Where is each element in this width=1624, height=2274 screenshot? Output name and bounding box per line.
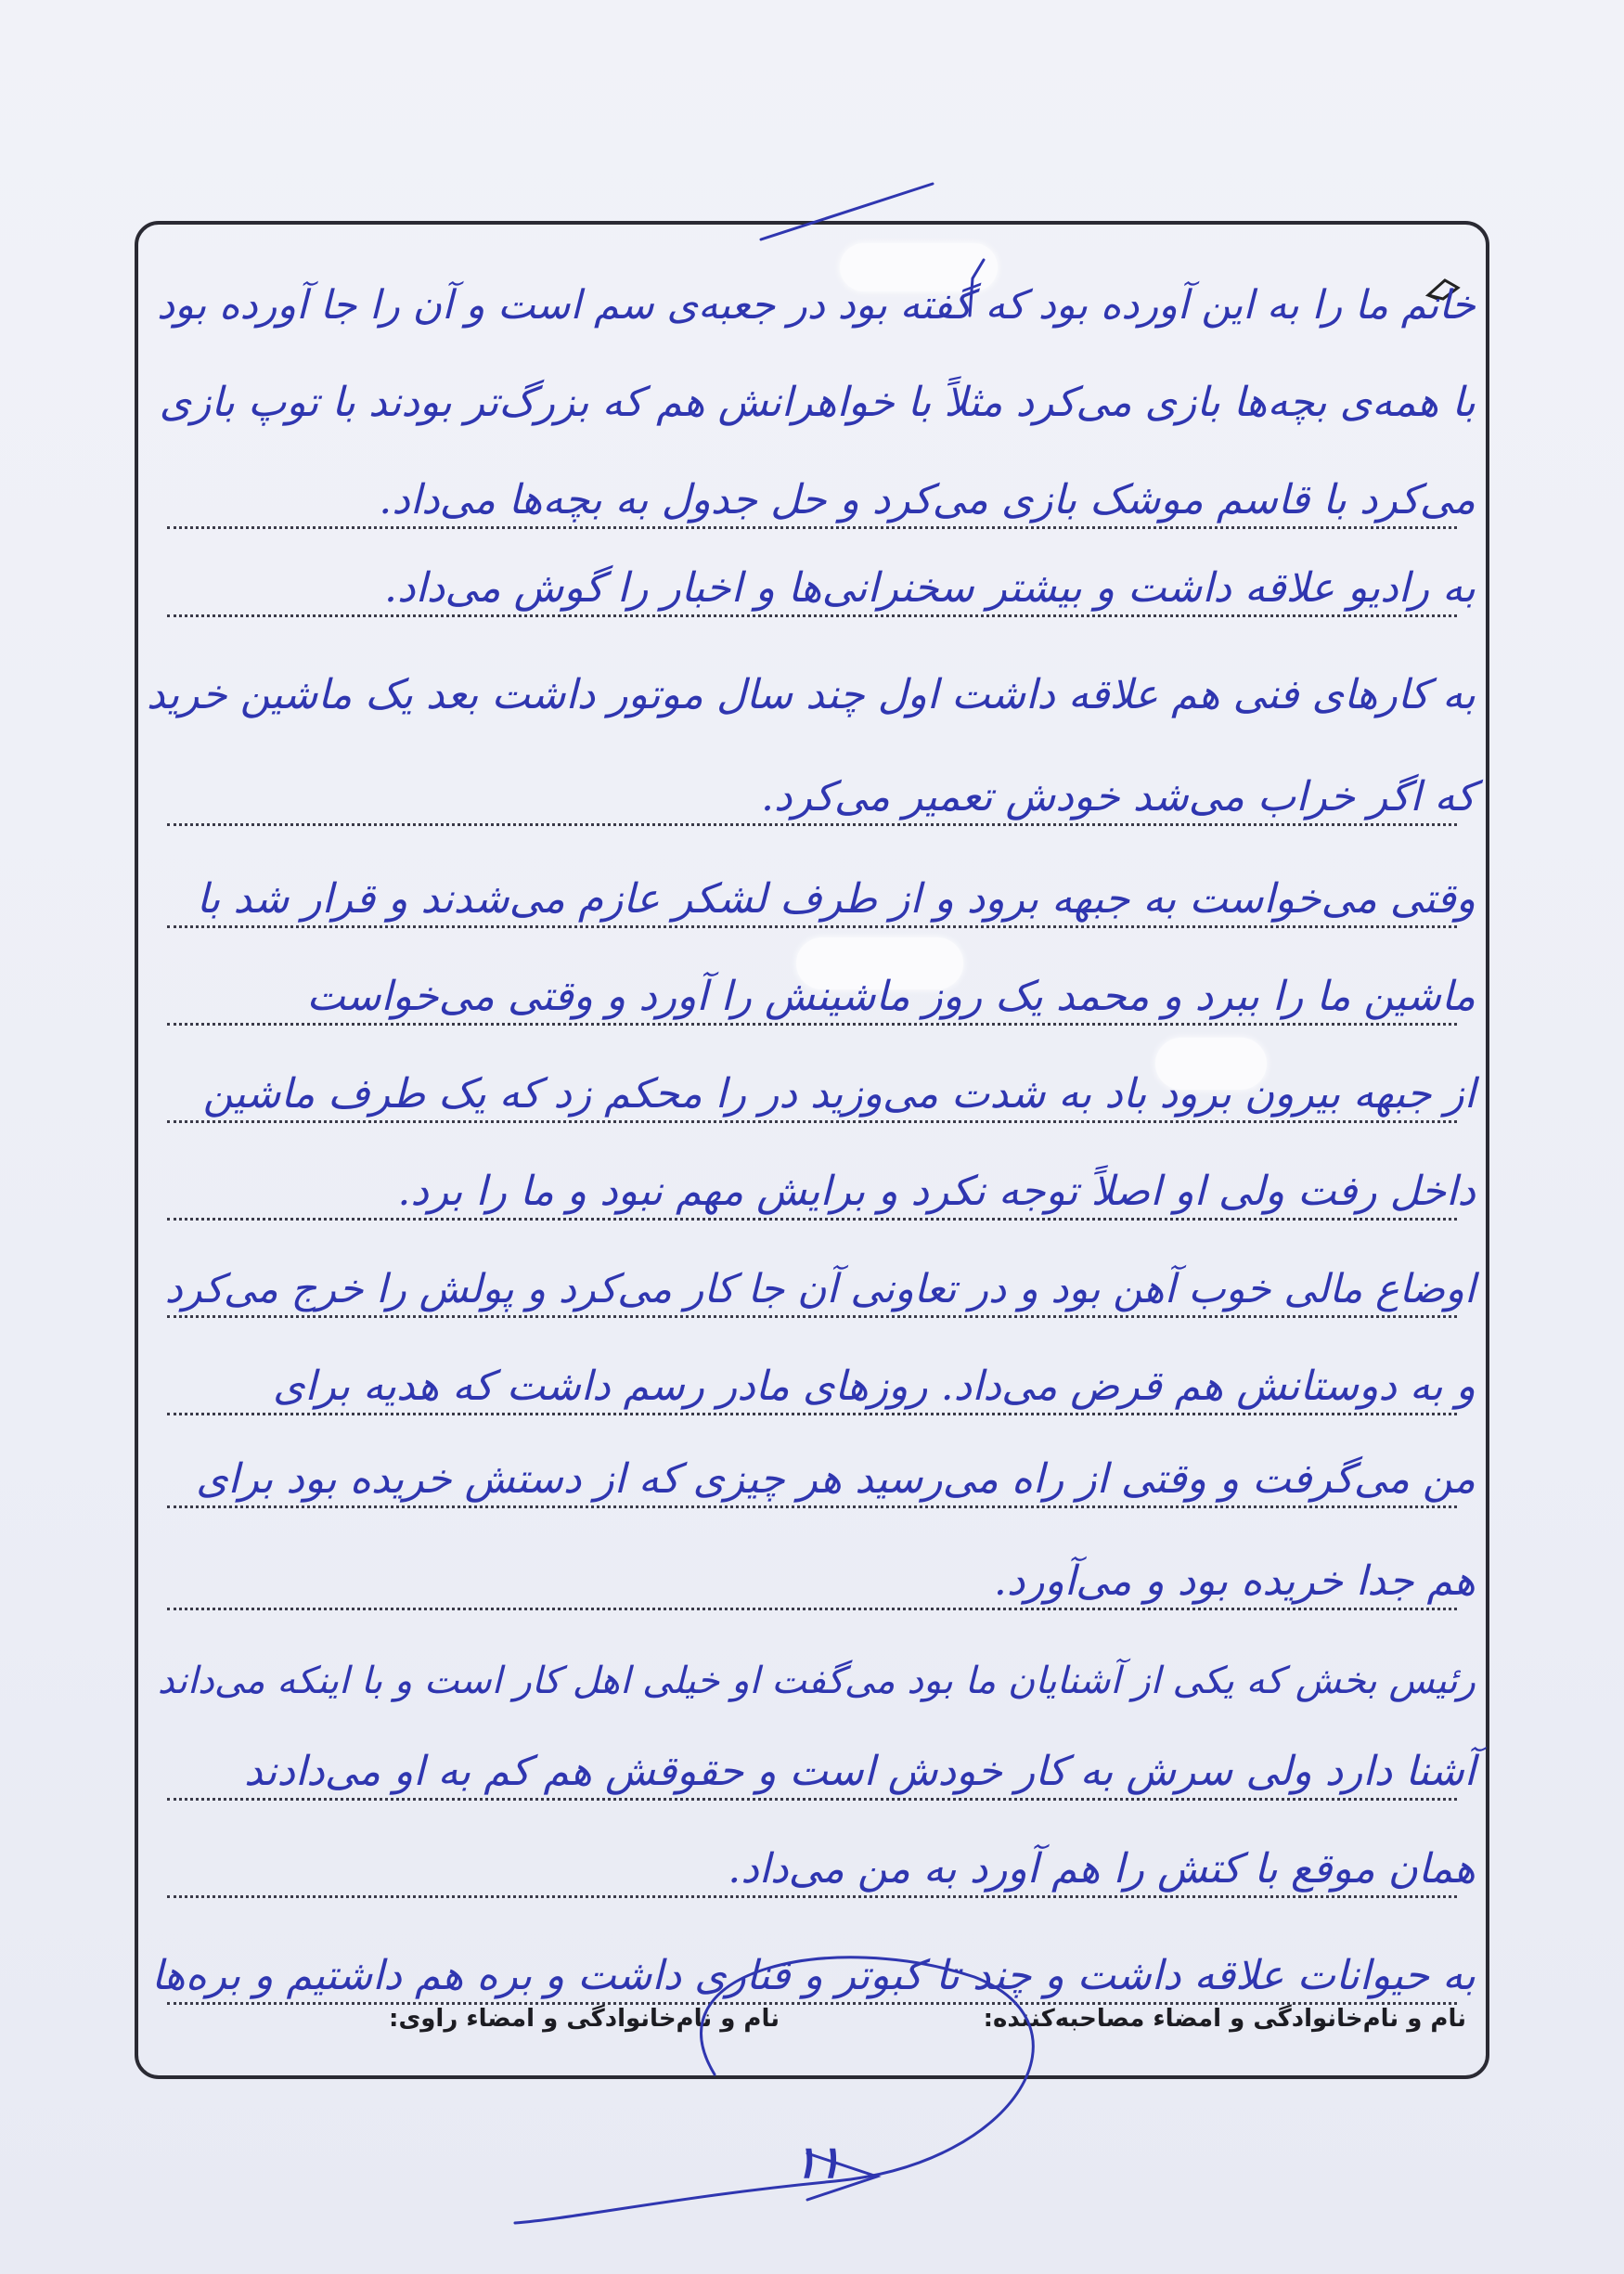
handwritten-text: که اگر خراب می‌شد خودش تعمیر می‌کرد.: [761, 773, 1476, 820]
handwritten-text: همان موقع با کتش را هم آورد به من می‌داد.: [728, 1845, 1476, 1893]
handwritten-text: داخل رفت ولی او اصلاً توجه نکرد و برایش مهم نبود و ما را برد.: [397, 1168, 1476, 1215]
handwritten-text: با همه‌ی بچه‌ها بازی می‌کرد مثلاً با خواهرانش هم که بزرگ‌تر بودند با توپ بازی: [159, 379, 1476, 426]
handwritten-text: و به دوستانش هم قرض می‌داد. روزهای مادر رسم داشت که هدیه برای: [272, 1363, 1476, 1410]
ink-stroke: [970, 260, 984, 316]
handwritten-text: به رادیو علاقه داشت و بیشتر سخنرانی‌ها و اخبار را گوش می‌داد.: [383, 564, 1476, 612]
page-number: ۱۱: [793, 2137, 842, 2189]
handwritten-text: از جبهه بیرون برود باد به شدت می‌وزید در را محکم زد که یک طرف ماشین: [202, 1070, 1476, 1118]
handwritten-text: به حیوانات علاقه داشت و چند تا کبوتر و قناری داشت و بره هم داشتیم و بره‌ها: [151, 1952, 1476, 1999]
handwritten-text: هم جدا خریده بود و می‌آورد.: [993, 1557, 1476, 1605]
handwritten-text: وقتی می‌خواست به جبهه برود و از طرف لشکر عازم می‌شدند و قرار شد با: [196, 875, 1476, 923]
handwritten-text: من می‌گرفت و وقتی از راه می‌رسید هر چیزی که از دستش خریده بود برای: [196, 1455, 1476, 1503]
ink-stroke: [761, 184, 933, 239]
handwritten-text: خانم ما را به این آورده بود که گفته بود در جعبه‌ی سم است و آن را جا آورده بود: [156, 282, 1476, 329]
handwritten-text: اوضاع مالی خوب آهن بود و در تعاونی آن جا کار می‌کرد و پولش را خرج می‌کرد: [164, 1266, 1476, 1312]
interviewer-signature-label: نام و نام‌خانوادگی و امضاء مصاحبه‌کننده:: [983, 2005, 1466, 2033]
handwritten-text: آشنا دارد ولی سرش به کار خودش است و حقوقش هم کم به او می‌دادند: [244, 1748, 1476, 1795]
handwritten-text: می‌کرد با قاسم موشک بازی می‌کرد و حل جدول به بچه‌ها می‌داد.: [379, 476, 1476, 523]
narrator-signature-label: نام و نام‌خانوادگی و امضاء راوی:: [389, 2005, 780, 2033]
handwritten-text: ماشین ما را ببرد و محمد یک روز ماشینش را آورد و وقتی می‌خواست: [306, 973, 1476, 1020]
ink-stroke: [515, 1957, 1033, 2223]
handwritten-text: رئیس بخش که یکی از آشنایان ما بود می‌گفت او خیلی اهل کار است و با اینکه می‌داند: [157, 1660, 1476, 1702]
handwritten-text: به کارهای فنی هم علاقه داشت اول چند سال موتور داشت بعد یک ماشین خرید: [146, 671, 1476, 718]
